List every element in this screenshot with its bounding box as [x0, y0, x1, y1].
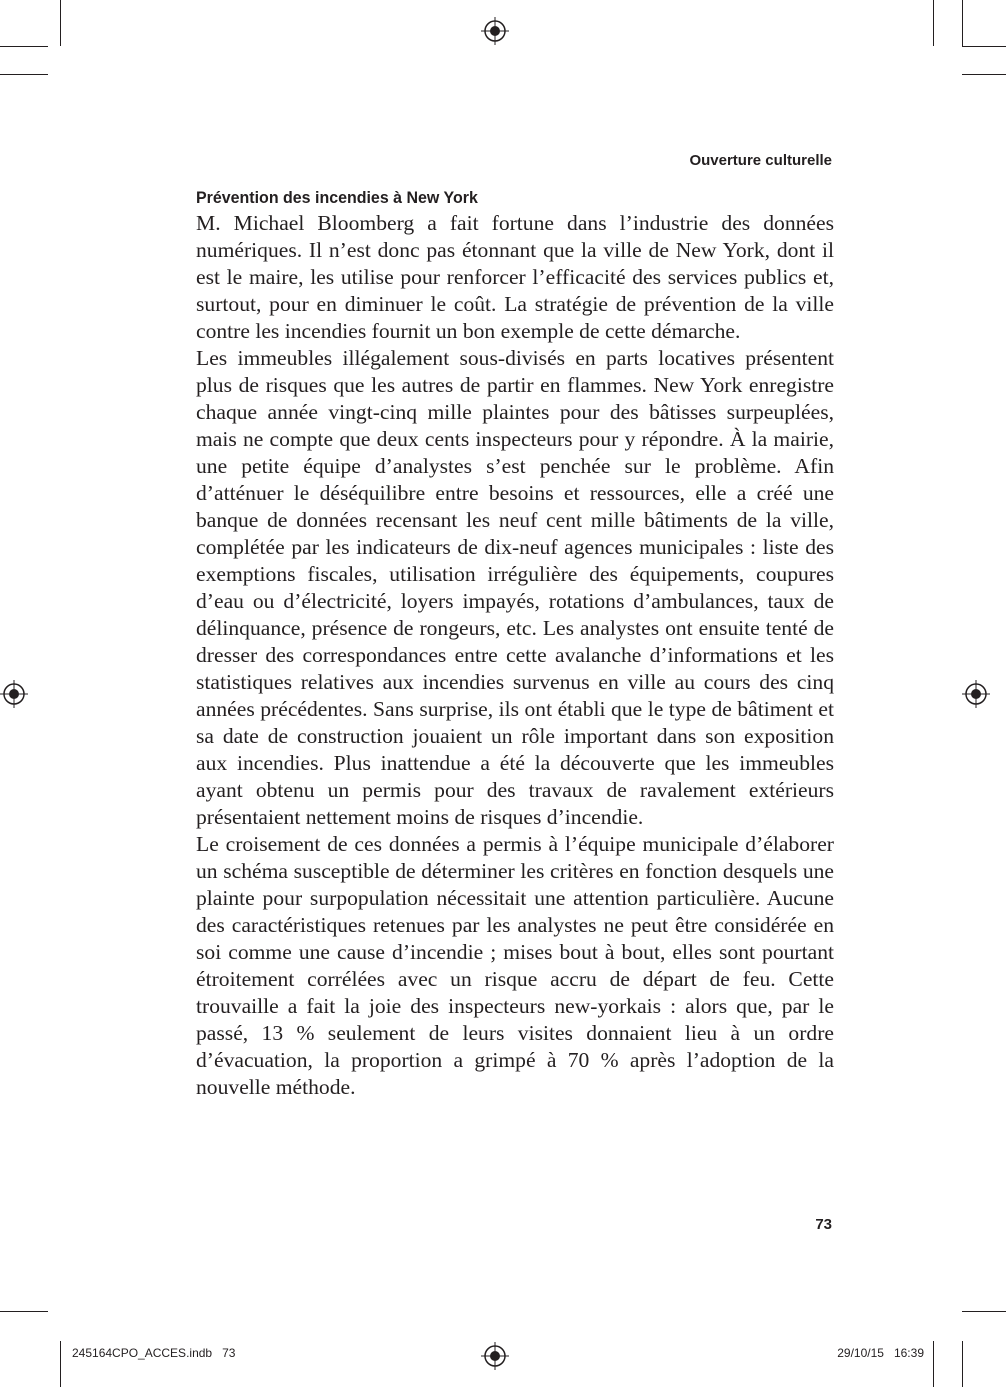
- running-head: Ouverture culturelle: [689, 152, 832, 169]
- crop-mark: [60, 0, 61, 46]
- section-title: Prévention des incendies à New York: [196, 188, 478, 207]
- crop-mark: [0, 1311, 48, 1312]
- print-slug-date: 29/10/15 16:39: [837, 1346, 924, 1360]
- crop-mark: [962, 0, 963, 46]
- crop-mark: [962, 1311, 1006, 1312]
- registration-mark-icon: [481, 1342, 509, 1370]
- crop-mark: [60, 1341, 61, 1387]
- crop-mark: [933, 0, 934, 46]
- crop-mark: [962, 46, 1006, 47]
- crop-mark: [962, 74, 1006, 75]
- paragraph: Le croisement de ces données a permis à l’équipe municipale d’élaborer un schéma susceptible de déterminer les critères en fonction desquels une plainte pour surpopulation nécessitait une attention particulière. Aucune des caractéristiques retenues par les analystes ne peut être considérée en soi comme une cause d’incendie ; mises bout à bout, elles sont pourtant étroitement corrélées avec un risque accru de départ de feu. Cette trouvaille a fait la joie des inspecteurs new-yorkais : alors que, par le passé, 13 % seulement de leurs visites donnaient lieu à un ordre d’évacuation, la proportion a grimpé à 70 % après l’adoption de la nouvelle méthode.: [196, 832, 834, 1099]
- crop-mark: [0, 46, 48, 47]
- registration-mark-icon: [0, 680, 28, 708]
- registration-mark-icon: [481, 17, 509, 45]
- crop-mark: [933, 1341, 934, 1387]
- paragraph: Les immeubles illégalement sous-divisés en parts locatives présentent plus de risques que les autres de partir en flammes. New York enregistre chaque année vingt-cinq mille plaintes pour des bâtisses surpeuplées, mais ne compte que deux cents inspecteurs pour y répondre. À la mairie, une petite équipe d’analystes s’est penchée sur le problème. Afin d’atténuer le déséquilibre entre besoins et ressources, elle a créé une banque de données recensant les neuf cent mille bâtiments de la ville, complétée par les indicateurs de dix-neuf agences municipales : liste des exemptions fiscales, utilisation irrégulière des équipements, coupures d’eau ou d’électricité, loyers impayés, rotations d’ambulances, taux de délinquance, présence de rongeurs, etc. Les analystes ont ensuite tenté de dresser des correspondances entre cette avalanche d’informations et les statistiques relatives aux incendies survenus en ville au cours des cinq années précédentes. Sans surprise, ils ont établi que le type de bâtiment et sa date de construction jouaient un rôle important dans son exposition aux incendies. Plus inattendue a été la découverte que les immeubles ayant obtenu un permis pour des travaux de ravalement extérieurs présentaient nettement moins de risques d’incendie.: [196, 346, 834, 829]
- main-content: [196, 186, 834, 1101]
- registration-mark-icon: [962, 680, 990, 708]
- print-slug-file: 245164CPO_ACCES.indb 73: [72, 1346, 236, 1360]
- crop-mark: [962, 1341, 963, 1387]
- page-number: 73: [815, 1216, 832, 1233]
- paragraph: M. Michael Bloomberg a fait fortune dans l’industrie des données numériques. Il n’est donc pas étonnant que la ville de New York, dont il est le maire, les utilise pour renforcer l’efficacité des services publics et, surtout, pour en diminuer le coût. La stratégie de prévention de la ville contre les incendies fournit un bon exemple de cette démarche.: [196, 211, 834, 343]
- crop-mark: [0, 74, 48, 75]
